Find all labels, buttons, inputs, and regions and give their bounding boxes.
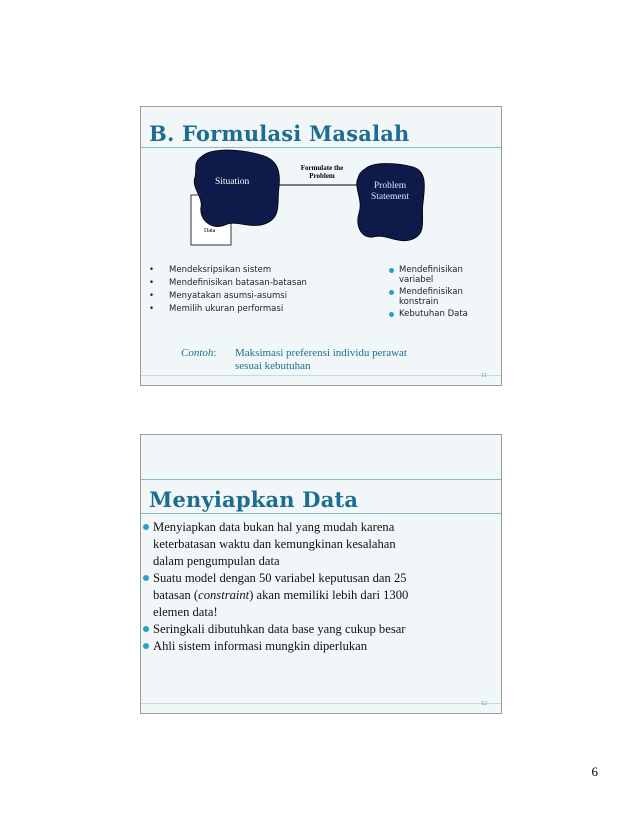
slide-11	[140, 106, 502, 386]
arrow-label-line1: Formulate the	[300, 164, 344, 172]
slide-title: Menyiapkan Data	[149, 487, 359, 512]
list-item: Seringkali dibutuhkan data base yang cukup besar	[153, 621, 406, 638]
slide-12	[140, 434, 502, 714]
footer-divider	[141, 375, 501, 376]
bullet-dot	[143, 575, 149, 581]
list-item: Ahli sistem informasi mungkin diperlukan	[153, 638, 367, 655]
list-item: Mendefinisikan variabel	[389, 266, 468, 285]
situation-blob	[194, 150, 279, 227]
bullet-dot	[143, 643, 149, 649]
list-item: • Menyatakan asumsi-asumsi	[149, 291, 288, 301]
bullet-dot	[143, 524, 149, 530]
data-label: Data	[204, 228, 216, 234]
list-item: Suatu model dengan 50 variabel keputusan dan 25 batasan (constraint) akan memiliki lebih dari 1300 elemen data!	[153, 570, 408, 621]
situation-label: Situation	[215, 177, 250, 187]
title-divider-top	[141, 479, 501, 480]
page-number: 6	[591, 764, 598, 779]
left-bullet-list	[149, 265, 307, 317]
problem-label	[361, 181, 419, 203]
arrow-label	[291, 164, 353, 180]
problem-label-line2: Statement	[371, 192, 409, 202]
bullet-dot	[389, 312, 394, 317]
slide-number: 12	[481, 701, 487, 707]
problem-label-line1: Problem	[373, 181, 407, 191]
list-item: • Memilih ukuran performasi	[149, 304, 284, 314]
bullet-dot	[143, 626, 149, 632]
slide-title: B. Formulasi Masalah	[149, 121, 410, 146]
bullet-dot	[389, 290, 394, 295]
list-item: Kebutuhan Data	[389, 310, 468, 320]
formulation-diagram	[141, 107, 502, 257]
title-divider	[141, 513, 501, 514]
bullet-dot	[389, 268, 394, 273]
list-item: Mendefinisikan konstrain	[389, 288, 468, 307]
footer-divider	[141, 703, 501, 704]
list-item: • Mendefinisikan batasan-batasan	[149, 278, 307, 288]
right-bullet-list	[389, 266, 468, 320]
list-item: Menyiapkan data bukan hal yang mudah karena keterbatasan waktu dan kemungkinan kesalahan dalam pengumpulan data	[153, 519, 396, 570]
list-item: • Mendeksripsikan sistem	[149, 265, 272, 275]
slide-number: 11	[481, 373, 487, 379]
contoh-label: Contoh:	[181, 347, 217, 359]
arrow-label-line2: Problem	[309, 172, 335, 180]
contoh-text: Maksimasi preferensi individu perawat sesuai kebutuhan	[235, 347, 407, 372]
